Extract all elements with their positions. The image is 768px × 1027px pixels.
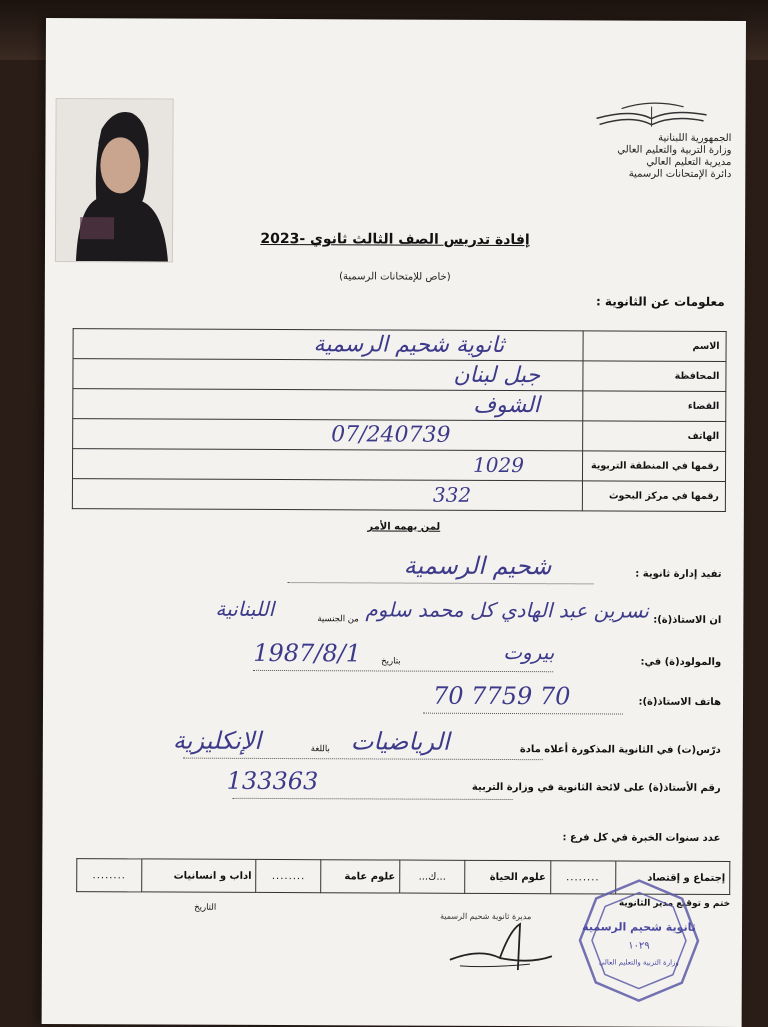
branch-label: علوم عامة [321,860,400,893]
table-cell-label: رقمها في مركز البحوث [582,481,725,512]
dotted-line [253,669,553,672]
branch-label: اداب و انسانيات [142,859,256,892]
teacher-number-label: رقم الأستاذ(ة) على لائحة الثانوية في وزارة التربية [471,781,721,794]
experience-value: ........ [77,859,142,892]
handwritten-value: جبل لبنان [453,362,541,389]
language-label: باللغة [310,744,330,755]
document-page [42,18,746,1027]
official-stamp [578,878,701,1003]
handwritten-school-name: شحيم الرسمية [403,551,552,581]
stamp-ministry: وزارة التربية والتعليم العالي [598,958,679,967]
table-cell-value [72,479,582,511]
handwritten-value: 332 [432,482,472,507]
table-row [72,479,725,512]
table-cell-value [73,359,583,391]
school-info-table [72,328,727,512]
dotted-line [233,797,513,800]
branch-label: إجتماع و إقتصاد [615,861,730,894]
table-cell-label: الهاتف [583,421,726,452]
table-row [73,389,726,422]
stamp-number: ١٠٢٩ [628,940,650,952]
born-label: والمولود(ة) في: [640,656,722,668]
experience-value: ........ [256,859,321,892]
dotted-line [183,757,543,761]
table-cell-label: المحافظة [583,361,726,392]
teacher-label: ان الاستاذ(ة): [653,614,722,626]
experience-label: عدد سنوات الخبرة في كل فرع : [562,832,721,844]
table-row [73,419,726,452]
logo-line: الجمهورية اللبنانية [658,132,732,144]
logo-line: مديرية التعليم العالي [646,156,732,168]
date-label: بتاريخ [381,656,401,667]
handwritten-value: 1029 [473,452,525,478]
branch-label: علوم الحياة [465,860,551,893]
table-row [73,329,726,362]
handwritten-subject: الرياضيات [350,727,450,756]
taught-label: درّس(ت) في الثانوية المذكورة أعلاه مادة [519,744,721,756]
signature-icon [440,920,560,981]
book-emblem-icon [592,100,712,131]
dotted-line [288,581,594,584]
date-footer-label: التاريخ [194,902,217,913]
experience-value: ........ [550,861,615,894]
stamp-school-name: ثانوية شحيم الرسمية [582,920,696,934]
ministry-logo [561,100,732,221]
logo-line: دائرة الإمتحانات الرسمية [628,168,732,180]
handwritten-language: الإنكليزية [172,726,262,755]
handwritten-birthplace: بيروت [503,640,555,665]
section-heading: معلومات عن الثانوية : [595,294,725,309]
table-cell-value [72,449,582,481]
handwritten-teacher-name: نسرين عبد الهادي كل محمد سلوم [365,597,649,623]
experience-value: ...ك... [400,860,465,893]
handwritten-phone: 70 7759 70 [432,681,571,711]
document-subtitle: (خاص للإمتحانات الرسمية) [339,271,451,283]
sign-label: ختم و توقيع مدير الثانوية [618,898,731,909]
handwritten-value: الشوف [473,392,540,419]
handwritten-birthdate: 1987/8/1 [253,638,362,668]
phone-label: هاتف الاستاذ(ة): [638,696,722,708]
director-text: مديرة ثانوية شحيم الرسمية [440,911,532,922]
document-title: إفادة تدريس الصف الثالث ثانوي -2023 [260,230,530,249]
school-admin-label: تفيد إدارة ثانوية : [635,568,722,580]
table-cell-label: القضاء [583,391,726,422]
table-cell-label: الاسم [583,331,726,362]
logo-line: وزارة التربية والتعليم العالي [617,144,732,156]
table-row [72,449,725,482]
ministry-header-text [561,132,731,181]
handwritten-value: 07/240739 [331,422,451,448]
table-cell-value [73,389,583,421]
table-cell-value [73,419,583,451]
to-whom-heading: لمن يهمه الأمر [367,521,441,533]
table-cell-label: رقمها في المنطقة التربوية [582,451,725,482]
table-row [73,359,726,392]
table-cell-value [73,329,583,361]
nationality-label: من الجنسية [317,614,359,625]
dotted-line [423,712,623,715]
handwritten-nationality: اللبنانية [215,596,275,622]
handwritten-value: ثانوية شحيم الرسمية [313,332,505,359]
handwritten-teacher-number: 133363 [226,766,319,796]
